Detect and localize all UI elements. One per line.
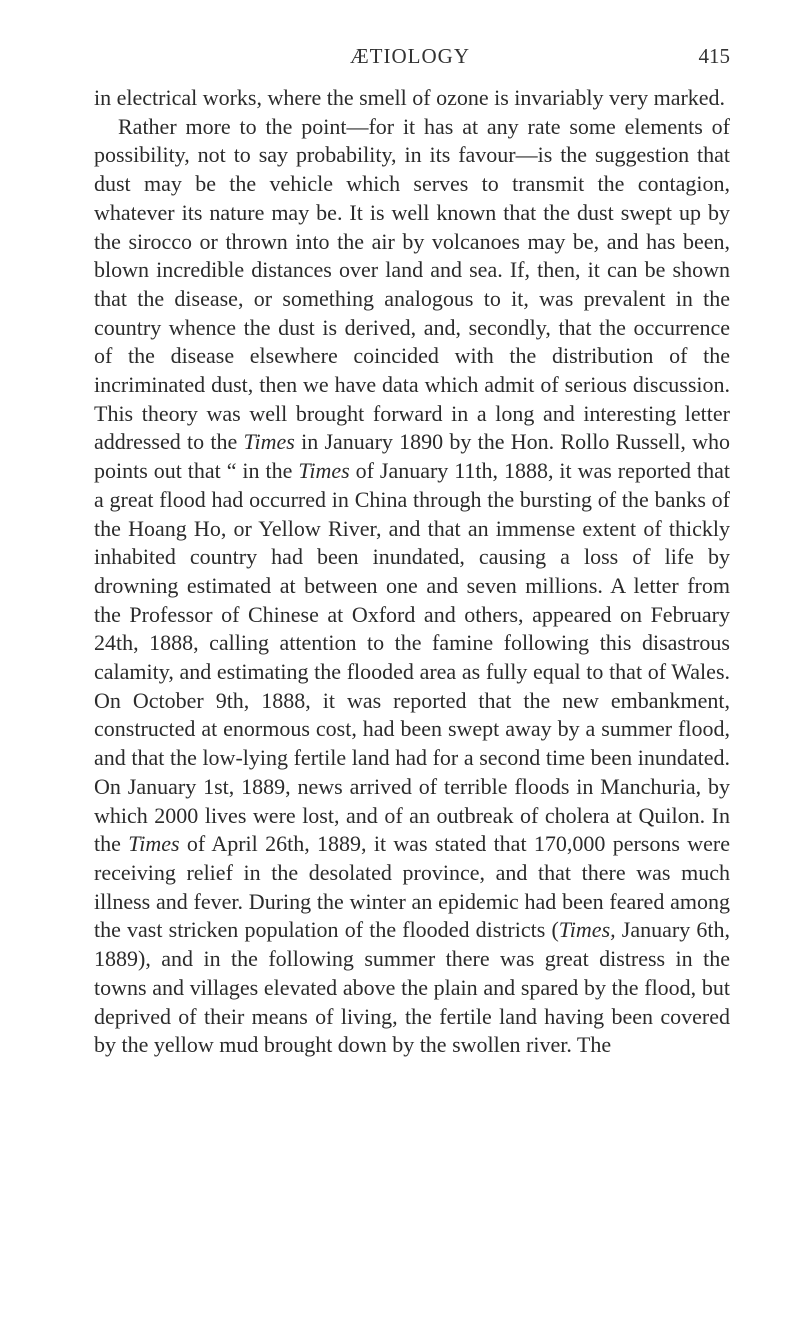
- running-title: ÆTIOLOGY: [350, 44, 470, 68]
- newspaper-title: Times: [298, 458, 350, 484]
- text-run: January 6th, 1889), and in the following summer there was great distress in the towns and villages elevated above the plain and spared by the flood, but deprived of their means of living, the fertile land having been covered by the yellow mud brought down by the swollen river. The: [94, 917, 730, 1058]
- body-text: [94, 84, 730, 1060]
- newspaper-title: Times: [128, 831, 180, 857]
- text-run: of April 26th, 1889, it was stated that 170,000 persons were receiving relief in the desolated province, and that there was much illness and fever. During the winter an epidemic had been feared among the vast stricken population of the flooded districts (: [94, 831, 730, 943]
- text-run: of January 11th, 1888, it was reported that a great flood had occurred in China through the bursting of the banks of the Hoang Ho, or Yellow River, and that an immense extent of thickly inhabited country had been inundated, causing a loss of life by drowning estimated at between one and seven millions. A letter from the Professor of Chinese at Oxford and others, appeared on February 24th, 1888, calling attention to the famine following this disastrous calamity, and estimating the flooded area as fully equal to that of Wales. On October 9th, 1888, it was reported that the new embankment, constructed at enormous cost, had been swept away by a summer flood, and that the low-lying fertile land had for a second time been inundated. On January 1st, 1889, news arrived of terrible floods in Manchuria, by which 2000 lives were lost, and of an outbreak of cholera at Quilon. In the: [94, 458, 730, 857]
- newspaper-title: Times,: [558, 917, 616, 943]
- paragraph-dust-theory: [94, 113, 730, 1060]
- page-number: 415: [698, 44, 730, 68]
- paragraph-continuation: in electrical works, where the smell of ozone is invariably very marked.: [94, 85, 726, 110]
- text-run: Rather more to the point—for it has at any rate some elements of possibility, not to say probability, in its favour—is the suggestion that dust may be the vehicle which serves to transmit the contagion, whatever its nature may be. It is well known that the dust swept up by the sirocco or thrown into the air by volcanoes may be, and has been, blown incredible distances over land and sea. If, then, it can be shown that the disease, or something analogous to it, was prevalent in the country whence the dust is derived, and, secondly, that the occurrence of the disease elsewhere coincided with the distribution of the incriminated dust, then we have data which admit of serious discussion. This theory was well brought forward in a long and interesting letter addressed to the: [94, 113, 730, 455]
- text-run: in January 1890 by the Hon. Rollo Russell, who points out that “ in the: [94, 429, 730, 484]
- newspaper-title: Times: [243, 429, 295, 455]
- running-head: [90, 44, 730, 74]
